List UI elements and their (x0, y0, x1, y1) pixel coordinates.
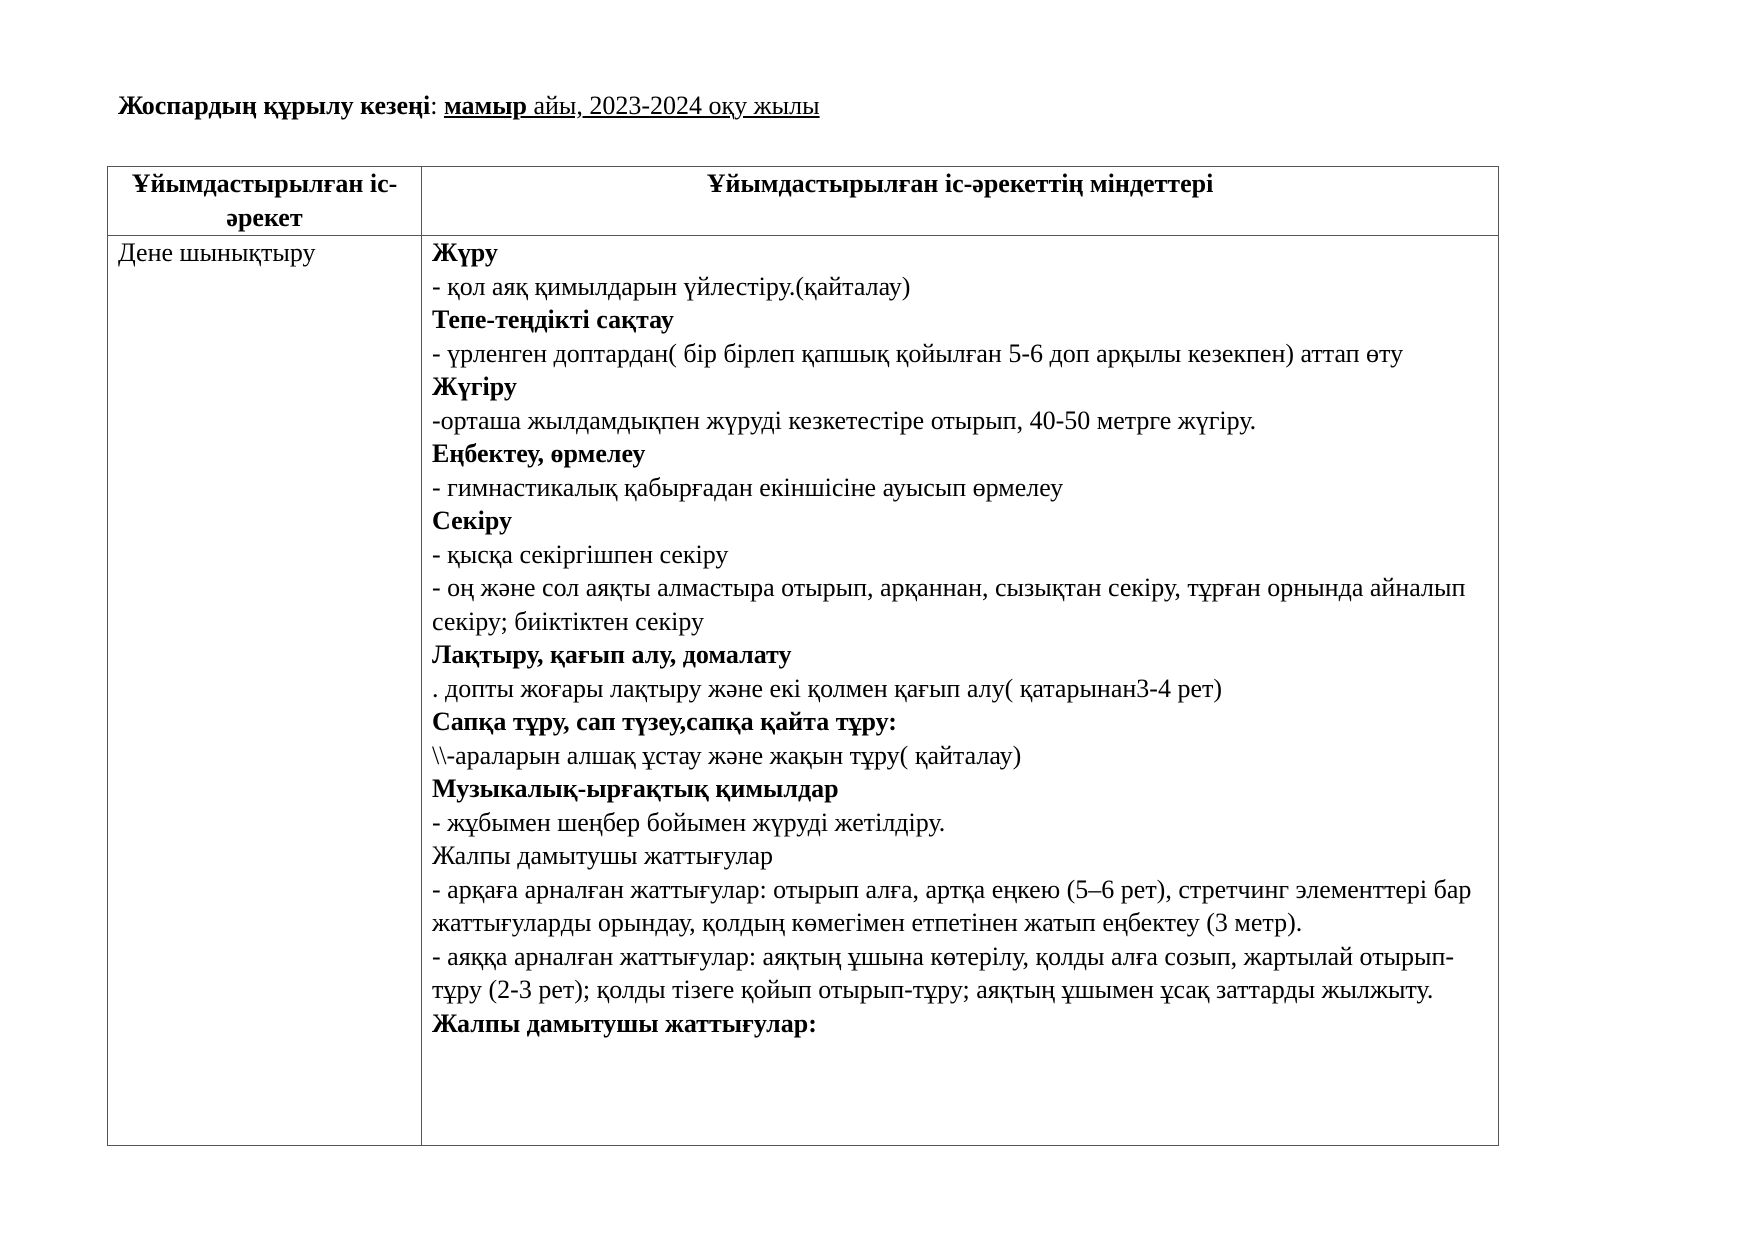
task-line: - қол аяқ қимылдарын үйлестіру.(қайталау) (432, 271, 911, 301)
plan-period-label: Жоспардың құрылу кезеңі (118, 91, 431, 120)
task-line: - аяққа арналған жаттығулар: аяқтың ұшына көтерілу, қолды алға созып, жартылай отырып-тұру (2-3 рет); қолды тізеге қойып отырып-тұру; аяқтың ұшымен ұсақ заттарды жылжыту. (432, 941, 1455, 1004)
plan-period-month: мамыр (443, 91, 534, 120)
plan-period-colon: : (430, 91, 444, 120)
task-line: Жалпы дамытушы жаттығулар: (432, 1008, 817, 1038)
task-line: - арқаға арналған жаттығулар: отырып алға, артқа еңкею (5–6 рет), стретчинг элементтері бар жаттығуларды орындау, қолдың көмегімен етпетінен жатып еңбектеу (3 метр). (432, 874, 1472, 937)
task-line: Музыкалық-ырғақтық қимылдар (432, 774, 839, 803)
task-line: Жүру (432, 238, 498, 267)
task-line: - жұбымен шеңбер бойымен жүруді жетілдіру. (432, 807, 946, 837)
task-line: - оң және сол аяқты алмастыра отырып, арқаннан, сызықтан секіру, тұрған орнында айналып секіру; биіктіктен секіру (432, 573, 1466, 636)
task-line: Лақтыру, қағып алу, домалату (432, 640, 792, 669)
task-line: . допты жоғары лақтыру және екі қолмен қағып алу( қатарынан3-4 рет) (432, 673, 1223, 703)
task-line: Жалпы дамытушы жаттығулар (432, 841, 774, 870)
task-line: Жүгіру (432, 372, 517, 401)
activity-cell: Дене шынықтыру (108, 236, 422, 1146)
header-activity: Ұйымдастырылған іс-әрекет (108, 167, 422, 236)
task-line: Секіру (432, 506, 512, 535)
task-line: - үрленген доптардан( бір бірлеп қапшық қойылған 5-6 доп арқылы кезекпен) аттап өту (432, 338, 1404, 368)
task-line: Еңбектеу, өрмелеу (432, 439, 646, 468)
plan-period-heading (118, 88, 820, 124)
header-tasks: Ұйымдастырылған іс-әрекеттің міндеттері (422, 167, 1499, 236)
tasks-cell (422, 236, 1499, 1146)
activity-plan-table (107, 166, 1499, 1146)
task-line: Сапқа тұру, сап түзеу,сапқа қайта тұру: (432, 707, 897, 736)
task-line: \\-араларын алшақ ұстау және жақын тұру( қайталау) (432, 740, 1022, 770)
table-header-row (108, 167, 1499, 236)
task-line: Тепе-теңдікті сақтау (432, 305, 674, 334)
task-line: -орташа жылдамдықпен жүруді кезкетестіре отырып, 40-50 метрге жүгіру. (432, 405, 1257, 435)
table-row (108, 236, 1499, 1146)
task-line: - гимнастикалық қабырғадан екіншісіне ауысып өрмелеу (432, 472, 1064, 502)
task-line: - қысқа секіргішпен секіру (432, 539, 729, 569)
plan-period-year: айы, 2023-2024 оқу жылы (533, 91, 820, 120)
